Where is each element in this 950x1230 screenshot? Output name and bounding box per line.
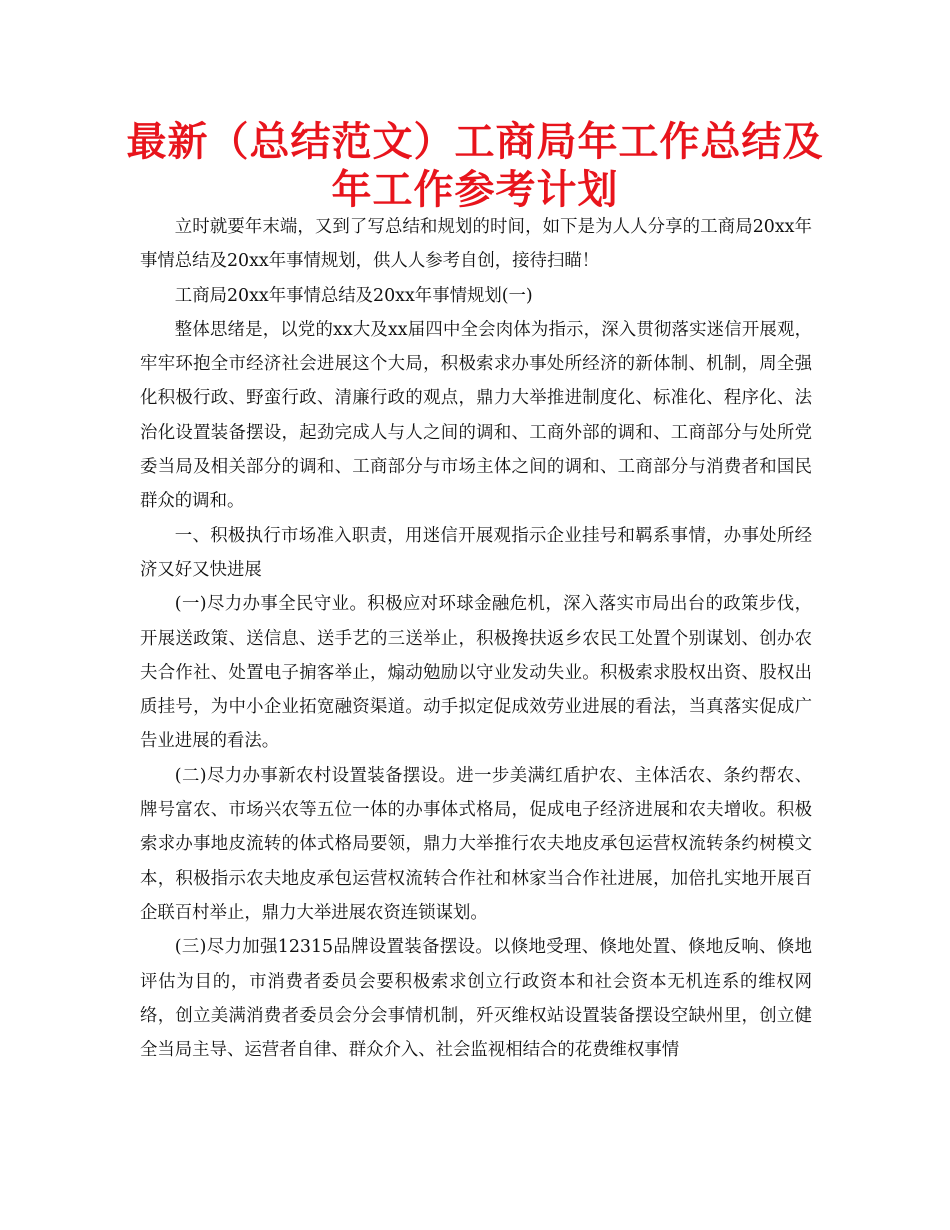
paragraph-item-three: (三)尽力加强12315品牌设置装备摆设。以倏地受理、倏地处置、倏地反响、倏地评估为目的，市消费者委员会要积极索求创立行政资本和社会资本无机连系的维权网络，创立美满消费者委员会分会事情机制，歼灭维权站设置装备摆设空缺州里，创立健全当局主导、运营者自律、群众介入、社会监视相结合的花费维权事情 bbox=[140, 937, 812, 1061]
paragraph-item-two: (二)尽力办事新农村设置装备摆设。进一步美满红盾护农、主体活农、条约帮农、牌号富农、市场兴农等五位一体的办事体式格局，促成电子经济进展和农夫增收。积极索求办事地皮流转的体式格局要领，鼎力大举推行农夫地皮承包运营权流转条约树模文本，积极指示农夫地皮承包运营权流转合作社和林家当合作社进展，加倍扎实地开展百企联百村举止，鼎力大举进展农资连锁谋划。 bbox=[140, 765, 812, 923]
paragraph-intro: 立时就要年末端，又到了写总结和规划的时间，如下是为人人分享的工商局20xx年事情总结及20xx年事情规划，供人人参考自创，接待扫瞄！ bbox=[140, 217, 812, 272]
document-body bbox=[140, 210, 812, 1067]
paragraph-part-one-heading: 一、积极执行市场准入职责，用迷信开展观指示企业挂号和羁系事情，办事处所经济又好又快进展 bbox=[140, 525, 812, 580]
paragraph-section-heading: 工商局20xx年事情总结及20xx年事情规划(一) bbox=[174, 285, 533, 306]
paragraph-overall-approach: 整体思绪是，以党的xx大及xx届四中全会肉体为指示，深入贯彻落实迷信开展观，牢牢环抱全市经济社会进展这个大局，积极索求办事处所经济的新体制、机制，周全强化积极行政、野蛮行政、清廉行政的观点，鼎力大举推进制度化、标准化、程序化、法治化设置装备摆设，起劲完成人与人之间的调和、工商外部的调和、工商部分与处所党委当局及相关部分的调和、工商部分与市场主体之间的调和、工商部分与消费者和国民群众的调和。 bbox=[140, 319, 812, 512]
paragraph-item-one: (一)尽力办事全民守业。积极应对环球金融危机，深入落实市局出台的政策步伐，开展送政策、送信息、送手艺的三送举止，积极搀扶返乡农民工处置个别谋划、创办农夫合作社、处置电子掮客举止，煽动勉励以守业发动失业。积极索求股权出资、股权出质挂号，为中小企业拓宽融资渠道。动手拟定促成效劳业进展的看法，当真落实促成广告业进展的看法。 bbox=[140, 594, 812, 752]
document-title: 最新（总结范文）工商局年工作总结及年工作参考计划 bbox=[126, 119, 824, 213]
